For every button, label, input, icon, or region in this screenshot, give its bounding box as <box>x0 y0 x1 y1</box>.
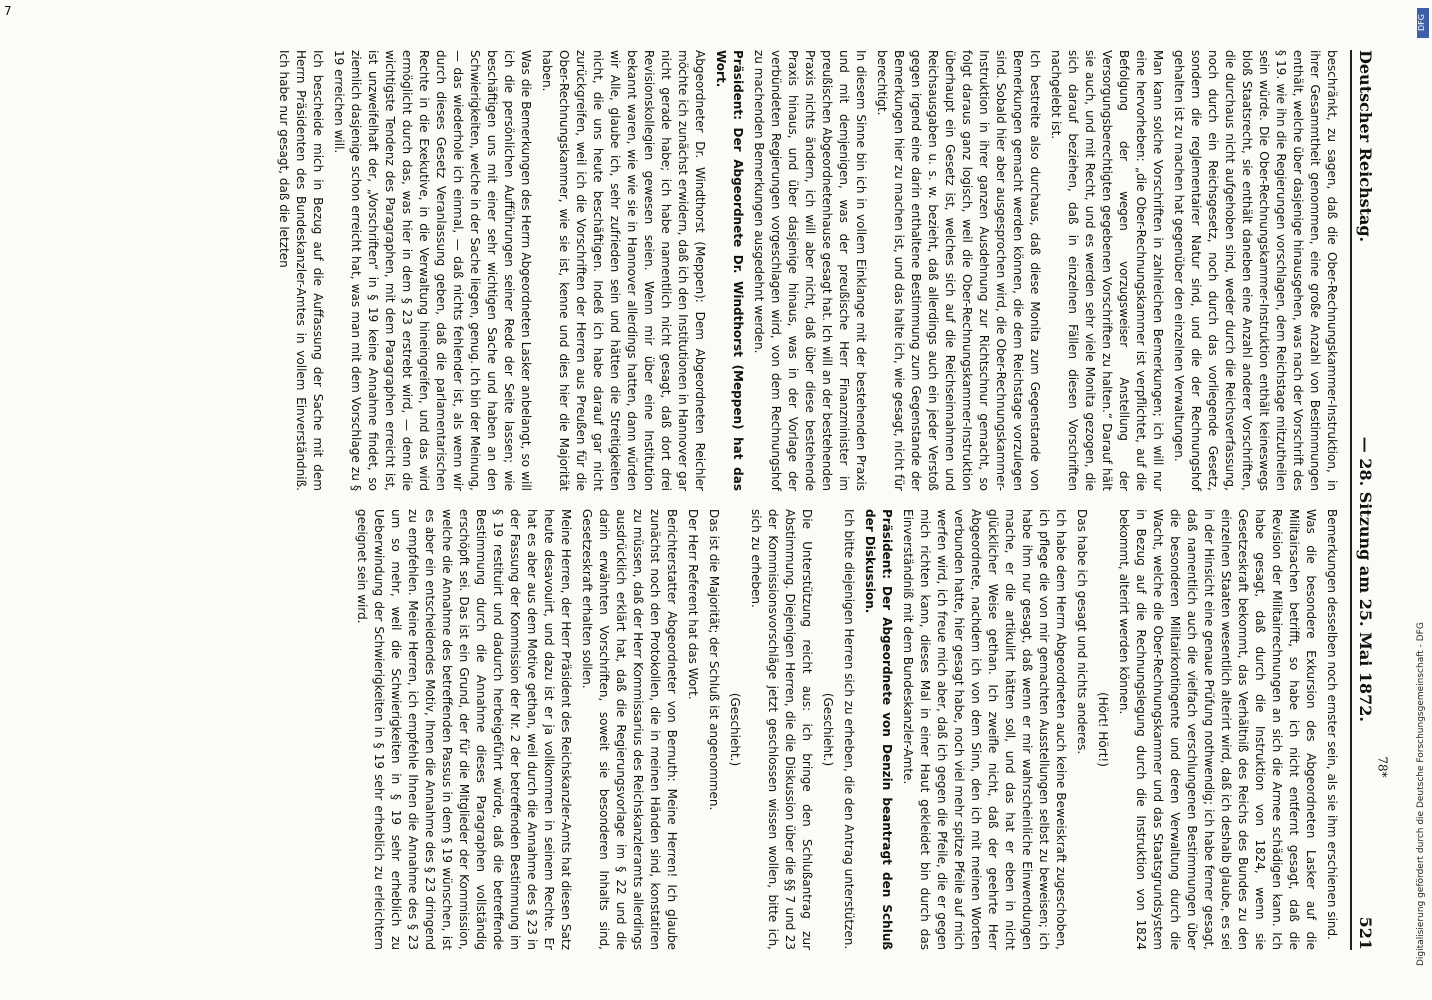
paragraph: Berichterstatter Abgeordneter von Bernuth: Meine Herren! Ich glaube zunächst noch den Protokollen, die in meinen Händen sind, konstatiren zu müssen, daß der Herr Kommissarius des Reichskanzleramts allerdings ausdrücklich erklärt hat, daß die Regierungsvorlage im § 22 und die darin erwähnten Vorschriften, soweit sie besonderen Inhalts sind, Gesetzeskraft erhalten sollen. <box>580 509 679 950</box>
paragraph: Was die Bemerkungen des Herrn Abgeordneten Lasker anbelangt, so will ich die persönlichen Aufführungen seiner Rede der Seite lassen; wie beschäftigen uns mit einer sehr wichtigen Sache und haben an den Schwierigkeiten, welche in der Sache liegen, genug. Ich bin der Meinung, — das wiederhole ich einmal, — daß nichts fehlender ist, als wenn wir durch dieses Gesetz Veranlassung geben, daß die parlamentarischen Rechte in die Exekutive, in die Verwaltung hineingreifen, und das wird ermöglicht durch das, was hier in dem § 23 erstrebt wird, — denn die wichtigste Tendenz des Paragraphen, mit dem Paragraphen erreicht ist, ist unzweifelhaft der, „Vorschriften“ in § 19 keine Annahme findet, so ziemlich dasjenige schon erreicht hat, was man mit dem Vorschlage zu § 19 erreichen will. <box>332 50 533 491</box>
interjection: (Geschieht.) <box>821 692 835 767</box>
rotated-document-page <box>50 40 1390 960</box>
paragraph: Ich habe dem Herrn Abgeordneten auch keine Beweiskraft zugeschoben, ich pflege die von mir gemachten Ausstellungen selbst zu beweisen; ich habe ihm nur gesagt, daß wenn er mir wahrscheinliche Einwendungen mache, er die artikulirt hätten soll, und das hat er eben in nicht glücklicher Weise gethan. Ich zweifle nicht, daß der geehrte Herr Abgeordnete, nachdem ich von dem Sinn, den ich mit meinen Worten verbunden hatte, hier gesagt habe, noch viel mehr spitze Pfeile auf mich werfen wird, ich freue mich aber, daß ich gegen die Pfeile, die er gegen mich richten kann, dieses Mal in einer Haut gekleidet bin durch das Einverständniß mit dem Bundeskanzler-Amte. <box>901 509 1068 950</box>
paragraph: Der Herr Referent hat das Wort. <box>686 509 700 700</box>
page-number: 521 <box>1356 916 1376 950</box>
paragraph: Was die besondere Exkursion des Abgeordneten Lasker auf die Militairsachen betrifft, so habe ich nicht entfernt gesagt, daß die Revision der Militairrechnungen an sich die Armee schädigen kann. Ich habe gesagt, daß durch die Instruktion von 1824, wenn sie Gesetzeskraft bekommt, das Verhältniß des Reichs des Bundes zu den einzelnen Staaten wesentlich alterirt wird, daß ich deshalb glaube, es sei in der Hinsicht eine genaue Prüfung nothwendig; ich habe ferner gesagt, daß namentlich auch die vielfach verschlungenen Bestimmungen über die besonderen Militairkontingente und deren Verwaltung durch die Wacht, welche die Ober-Rechnungskammer und das Staatsgrundsystem in Bezug auf die Rechnungslegung durch die Instruktion von 1824 bekommt, alterirt werden können. <box>1117 509 1318 950</box>
paragraph: Das habe ich gesagt und nichts anderes. <box>1075 509 1089 755</box>
paragraph: In diesem Sinne bin ich in vollem Einklange mit der bestehenden Praxis und mit demjenigen, was der preußische Herr Finanzminister im preußischen Abgeordnetenhause gesagt hat. Ich will an der bestehenden Praxis nichts ändern, ich will aber nicht, daß über diese bestehende Praxis hinaus, und über dasjenige hinaus, was in der Vorlage der verbündeten Regierungen vorgeschlagen wird, von dem Rechnungshof zu machenden Bemerkungen ausgedehnt werden. <box>752 50 868 491</box>
text-columns <box>271 50 1340 950</box>
dfg-credit-text: Digitalisierung gefördert durch die Deutsche Forschungsgemeinschaft - DFG <box>1416 622 1426 966</box>
paragraph: Ich bitte diejenigen Herren sich zu erheben, die den Antrag unterstützen. <box>842 509 856 950</box>
paragraph: Ich bestreite also durchaus, daß diese Monita zum Gegenstande von Bemerkungen gemacht werden können, die dem Reichstage vorzulegen sind. Sobald hier aber ausgesprochen wird, die Ober-Rechnungskammer-Instruktion in ihrer ganzen Ausdehnung zur Richtschnur gemacht, so folgt daraus ganz logisch, weil die Ober-Rechnungskammer-Instruktion überhaupt ein Gesetz ist, welches sich auf die Reichseinnahmen und Reichsausgaben u. s. w. bezieht, daß allerdings auch ein jeder Verstoß gegen irgend eine darin enthaltene Bestimmung zum Gegenstande der Bemerkungen hier zu machen ist, und das halte ich, wie gesagt, nicht für berechtigt. <box>875 50 1042 491</box>
paragraph: Abgeordneter Dr. Windthorst (Meppen): Dem Abgeordneten Reichler möchte ich zunächst erwidern, daß ich den Institutionen in Hannover gar nicht gerade habe; ich habe namentlich nicht gesagt, daß dort drei Revisionskollegien gewesen seien. Wenn mir über eine Institution bekannt waren, wie wie sie in Hannover allerdings hatten, dann würden wir Alle, glaube ich, sehr zufrieden sein und hätten die Streitigkeiten nicht, die uns heute beschäftigen. Indeß ich habe darauf gar nicht zurückgreifen, weil ich die Vorschriften der Herren aus Preußen für die Ober-Rechnungskammer, wie sie ist, kenne und dies hier die Majorität haben. <box>540 50 707 491</box>
paragraph: Das ist die Majorität; der Schluß ist angenommen. <box>707 509 721 811</box>
dfg-logo: DFG <box>1417 8 1429 38</box>
margin-mark: 7 <box>4 4 12 18</box>
interjection: (Hört! Hört!) <box>1096 692 1110 767</box>
paragraph: Man kann solche Vorschriften in zahlreichen Bemerkungen; ich will nur eine hervorheben: „die Ober-Rechnungskammer ist verpflichtet, auf die Befolgung der wegen vorzugsweiser Anstellung der Versorgungsberechtigten gegebenen Vorschriften zu halten.“ Darauf hält sie auch, und mit Recht, und es werden sehr viele Monita gezogen, die sich darauf beziehen, daß in einzelnen Fällen diesen Vorschriften nachgelebt ist. <box>1049 50 1165 491</box>
header-left: Deutscher Reichstag. <box>1356 50 1376 243</box>
page-header <box>1350 50 1380 950</box>
footer-signature-mark: 78* <box>1375 756 1390 778</box>
paragraph: Die Unterstützung reicht aus: ich bringe den Schlußantrag zur Abstimmung. Diejenigen Herren, die die Diskussion über die §§ 7 und 23 der Kommissionsvorschläge jetzt geschlossen wissen wollen, bitte ich, sich zu erheben. <box>749 509 814 950</box>
president-remark: Präsident: Der Abgeordnete Dr. Windthorst (Meppen) hat das Wort. <box>714 50 745 491</box>
paragraph: Meine Herren, der Herr Präsident des Reichskanzler-Amts hat diesen Satz heute desavouirt, und dazu ist er ja vollkommen in seinem Rechte. Er hat es aber aus dem Motive gethan, weil durch die Annahme des § 23 in der Fassung der Kommission der Nr. 2 der betreffenden Bestimmung im § 19 restituirt und dadurch herbeigeführt würde, daß die betreffende Bestimmung durch die Annahme dieses Paragraphen vollständig erschöpft sei. Das ist ein Grund, der für die Mitglieder der Kommission, welche die Annahme des betreffenden Passus in dem § 19 wünschen, ist es aber ein entscheidendes Motiv, Ihnen die Annahme des § 23 dringend zu empfehlen. Meine Herren, ich empfehle Ihnen die Annahme des § 23 um so mehr, weil die Schwierigkeiten in § 19 sehr erheblich zu Ueberwindung der Schwierigkeiten in § 19 sehr erheblich zu erleichtern geeignet sein wird. <box>355 509 573 950</box>
interjection: (Geschieht.) <box>728 692 742 767</box>
paragraph: Ich bescheide mich in Bezug auf die Auffassung der Sache mit dem Herrn Präsidenten des Bundeskanzler-Amtes in vollem Einverständniß. Ich habe nur gesagt, daß die letzten <box>277 50 325 491</box>
header-session-title: — 28. Sitzung am 25. Mai 1872. <box>1356 436 1376 722</box>
right-column <box>271 509 1340 950</box>
paragraph: Bemerkungen desselben noch ernster sein, als sie ihm erschienen sind. <box>1325 509 1339 940</box>
left-column <box>271 50 1340 491</box>
paragraph: beschränkt, zu sagen, daß die Ober-Rechnungskammer-Instruktion, in ihrer Gesammtheit genommen, eine große Anzahl von Bestimmungen enthält, welche über dasjenige hinausgehen, was nach der Vorschrift des § 19. wie ihn die Regierungen vorschlagen, dem Reichstage mitzutheilen sein würde. Die Ober-Rechnungskammer-Instruktion enthält keineswegs bloß Staatsrecht, sie enthält daneben eine Anzahl anderer Vorschriften, die durchaus nicht aufgehoben sind, weder durch die Reichsverfassung, noch durch ein Reichsgesetz, noch durch das vorliegende Gesetz, sondern die reglementairer Natur sind, und die der Rechnungshof gehalten ist zu machen hat gegenüber den einzelnen Verwaltungen. <box>1172 50 1339 491</box>
president-remark: Präsident: Der Abgeordnete von Denzin beantragt den Schluß der Diskussion. <box>863 509 894 950</box>
